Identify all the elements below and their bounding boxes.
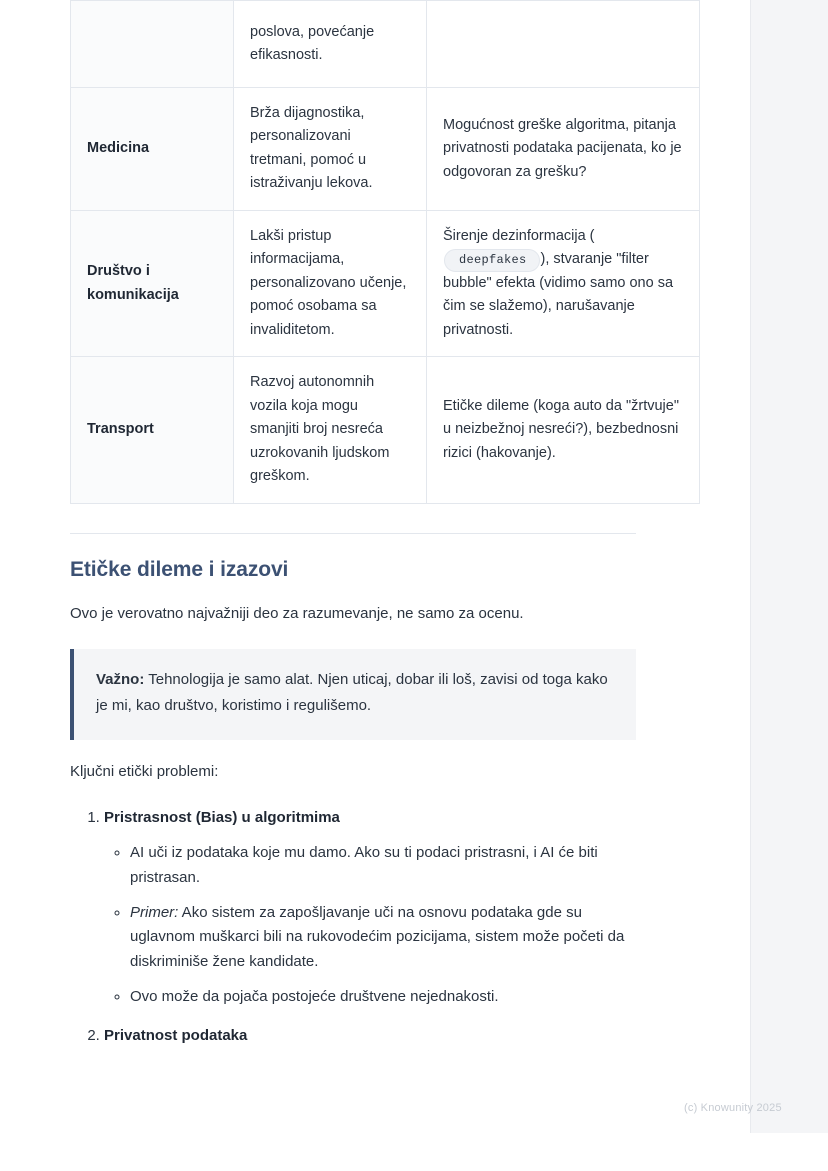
list-item — [104, 1024, 636, 1047]
page-bottom-strip — [0, 1133, 828, 1171]
list-item — [104, 806, 636, 1009]
table-cell-cons: Mogućnost greške algoritma, pitanja privatnosti podataka pacijenata, ko je odgovoran za grešku? — [427, 88, 700, 211]
table-row — [71, 88, 700, 211]
table-cell-category — [71, 1, 234, 88]
ethical-problems-list — [70, 806, 636, 1047]
table-cell-pros: Lakši pristup informacijama, personalizovano učenje, pomoć osobama sa invaliditetom. — [234, 210, 427, 356]
section-intro-paragraph: Ovo je verovatno najvažniji deo za razumevanje, ne samo za ocenu. — [70, 604, 524, 622]
section-divider — [70, 533, 636, 534]
list-intro-paragraph: Ključni etički problemi: — [70, 763, 219, 781]
table-cell-pros: poslova, povećanje efikasnosti. — [234, 1, 427, 88]
right-scroll-rail[interactable] — [750, 0, 828, 1133]
table-cell-category: Medicina — [71, 88, 234, 211]
table-cell-category: Transport — [71, 357, 234, 503]
callout-text: Tehnologija je samo alat. Njen uticaj, dobar ili loš, zavisi od toga kako je mi, kao društvo, koristimo i regulišemo. — [96, 670, 608, 715]
document-content — [70, 0, 682, 1047]
table-row — [71, 1, 700, 88]
table-row — [71, 210, 700, 356]
code-chip-deepfakes: deepfakes — [444, 249, 540, 271]
cons-text-before: Širenje dezinformacija ( — [443, 227, 595, 244]
table-cell-pros: Razvoj autonomnih vozila koja mogu smanjiti broj nesreća uzrokovanih ljudskom greškom. — [234, 357, 427, 503]
list-item-title: Pristrasnost (Bias) u algoritmima — [104, 809, 340, 827]
sub-bullet-list — [104, 841, 636, 1009]
bullet-prefix: Primer: — [130, 904, 179, 921]
bullet-text: Ovo može da pojača postojeće društvene nejednakosti. — [130, 987, 499, 1005]
watermark: (c) Knowunity 2025 — [684, 1102, 782, 1114]
callout-label: Važno: — [96, 670, 145, 688]
bullet-text: AI uči iz podataka koje mu damo. Ako su ti podaci pristrasni, i AI će biti pristrasan. — [130, 844, 598, 886]
list-item — [130, 841, 636, 890]
list-item — [130, 901, 636, 974]
important-callout — [70, 649, 636, 740]
list-item-title: Privatnost podataka — [104, 1027, 248, 1045]
table-row — [71, 357, 700, 503]
table-cell-category: Društvo i komunikacija — [71, 210, 234, 356]
table-cell-pros: Brža dijagnostika, personalizovani tretmani, pomoć u istraživanju lekova. — [234, 88, 427, 211]
table-cell-cons — [427, 210, 700, 356]
section-heading: Etičke dileme i izazovi — [70, 557, 289, 581]
table-cell-cons — [427, 1, 700, 88]
bullet-text: Ako sistem za zapošljavanje uči na osnovu podataka gde su uglavnom muškarci bili na rukovodećim pozicijama, sistem može početi da diskriminiše žene kandidate. — [130, 904, 625, 970]
comparison-table — [70, 0, 700, 504]
list-item — [130, 985, 636, 1009]
cons-text-after: ), stvaranje "filter bubble" efekta (vidimo samo ono sa čim se slažemo), narušavanje privatnosti. — [443, 251, 674, 338]
table-cell-cons: Etičke dileme (koga auto da "žrtvuje" u neizbežnoj nesreći?), bezbednosni rizici (hakovanje). — [427, 357, 700, 503]
